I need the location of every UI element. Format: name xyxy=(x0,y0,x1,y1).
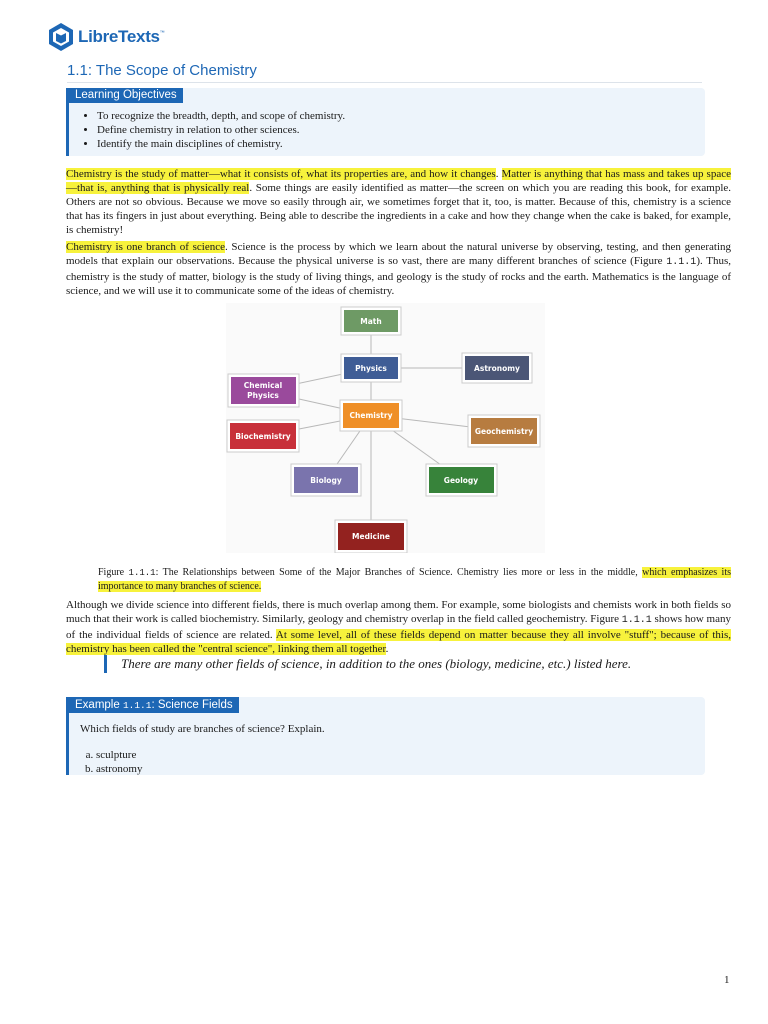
option-item: b. astronomy xyxy=(96,762,705,776)
text: . Some things are easily identified as matter—the screen on which you are reading this book, for example. Others are not so obvious. Because we move so easily through air, we sometimes forget that it, too, is matter. Because of this, chemistry is a science that has its fingers in just about everything. Being able to describe the ingredients in a cake and how they change when the cake is baked, for example, is chemistry! xyxy=(66,182,732,236)
node-math xyxy=(341,307,401,335)
page-title: 1.1: The Scope of Chemistry xyxy=(67,62,702,83)
text: shows how many of the individual fields of science are related. xyxy=(66,613,731,641)
node-label: Math xyxy=(360,317,382,326)
node-label: Biology xyxy=(310,476,342,485)
text: Figure xyxy=(98,567,129,578)
node-label: Chemistry xyxy=(349,411,393,420)
highlight: At some level, all of these fields depend on matter because they all involve "stuff"; because of this, chemistry has been called the "central science", linking them all together xyxy=(66,629,731,655)
figure-reference-link[interactable]: 1.1.1 xyxy=(666,257,697,268)
node-label: Biochemistry xyxy=(235,432,291,441)
node-biochemistry xyxy=(227,420,299,452)
text: ). Thus, chemistry is the study of matter, biology is the study of living things, and geology is the study of rocks and the earth. Mathematics is the language of science, and we will use it to communicate some of the ideas of chemistry. xyxy=(66,255,732,297)
objective-item: • To recognize the breadth, depth, and scope of chemistry. xyxy=(97,109,705,123)
objective-item: • Define chemistry in relation to other sciences. xyxy=(97,123,705,137)
node-medicine xyxy=(335,520,407,553)
example-question: Which fields of study are branches of science? Explain. xyxy=(80,723,325,735)
node-chemistry xyxy=(340,400,402,431)
text: Although we divide science into different fields, there is much overlap among them. For example, some biologists and chemists work in both fields so much that their work is called biochemistry. Similarly, geology and chemistry overlap in the field called geochemistry. Figure xyxy=(66,599,731,625)
note-blockquote: There are many other fields of science, in addition to the ones (biology, medicine, etc.) listed here. xyxy=(104,655,681,673)
node-astronomy xyxy=(462,353,532,383)
example-number: 1.1.1 xyxy=(122,700,152,711)
highlight: Chemistry is the study of matter—what it consists of, what its properties are, and how it changes xyxy=(66,168,496,180)
libretexts-logo[interactable] xyxy=(47,22,165,52)
node-chemical-physics xyxy=(228,374,299,407)
figure-number: 1.1.1 xyxy=(128,568,156,578)
node-geology xyxy=(426,464,497,496)
libretexts-hexagon-icon xyxy=(47,22,75,52)
node-label: Geology xyxy=(443,476,479,485)
example-box xyxy=(66,697,705,775)
node-label: Chemical xyxy=(243,381,283,390)
paragraph-branches xyxy=(66,240,731,298)
highlight: Matter is anything that has mass and takes up space—that is, anything that is physically real xyxy=(66,168,731,194)
option-item: a. sculpture xyxy=(96,748,705,762)
figure-caption xyxy=(98,566,731,593)
node-physics xyxy=(341,354,401,382)
science-branches-diagram xyxy=(226,303,545,553)
example-options xyxy=(80,748,705,776)
learning-objectives-box xyxy=(66,88,705,156)
learning-objectives-label: Learning Objectives xyxy=(69,88,183,103)
node-label: Astronomy xyxy=(474,364,520,373)
node-label: Physics xyxy=(355,364,387,373)
highlight: which emphasizes its importance to many branches of science. xyxy=(98,567,732,592)
highlight: Chemistry is one branch of science xyxy=(66,241,225,253)
text: . xyxy=(495,168,502,180)
node-label: Physics xyxy=(247,391,279,400)
brand-trademark: ™ xyxy=(159,30,165,36)
page-number: 1 xyxy=(724,974,730,986)
node-geochemistry xyxy=(468,415,540,447)
paragraph-overlap xyxy=(66,598,731,656)
text: . xyxy=(385,643,389,655)
example-label xyxy=(69,697,239,713)
paragraph-matter xyxy=(66,167,731,237)
node-label: Medicine xyxy=(352,532,390,541)
text: . Science is the process by which we learn about the natural universe by observing, testing, and then generating models that explain our observations. Because the physical universe is so vast, there are many different branches of science (Figure xyxy=(66,241,731,267)
objective-item: • Identify the main disciplines of chemistry. xyxy=(97,137,705,151)
text: Example xyxy=(75,699,123,711)
node-label: Geochemistry xyxy=(474,427,534,436)
learning-objectives-list xyxy=(69,109,705,151)
text: : The Relationships between Some of the Major Branches of Science. Chemistry lies more or less in the middle, xyxy=(155,567,643,578)
figure-reference-link[interactable]: 1.1.1 xyxy=(621,615,652,626)
text: : Science Fields xyxy=(151,699,233,711)
brand-name: LibreTexts xyxy=(78,27,160,46)
node-biology xyxy=(291,464,361,496)
